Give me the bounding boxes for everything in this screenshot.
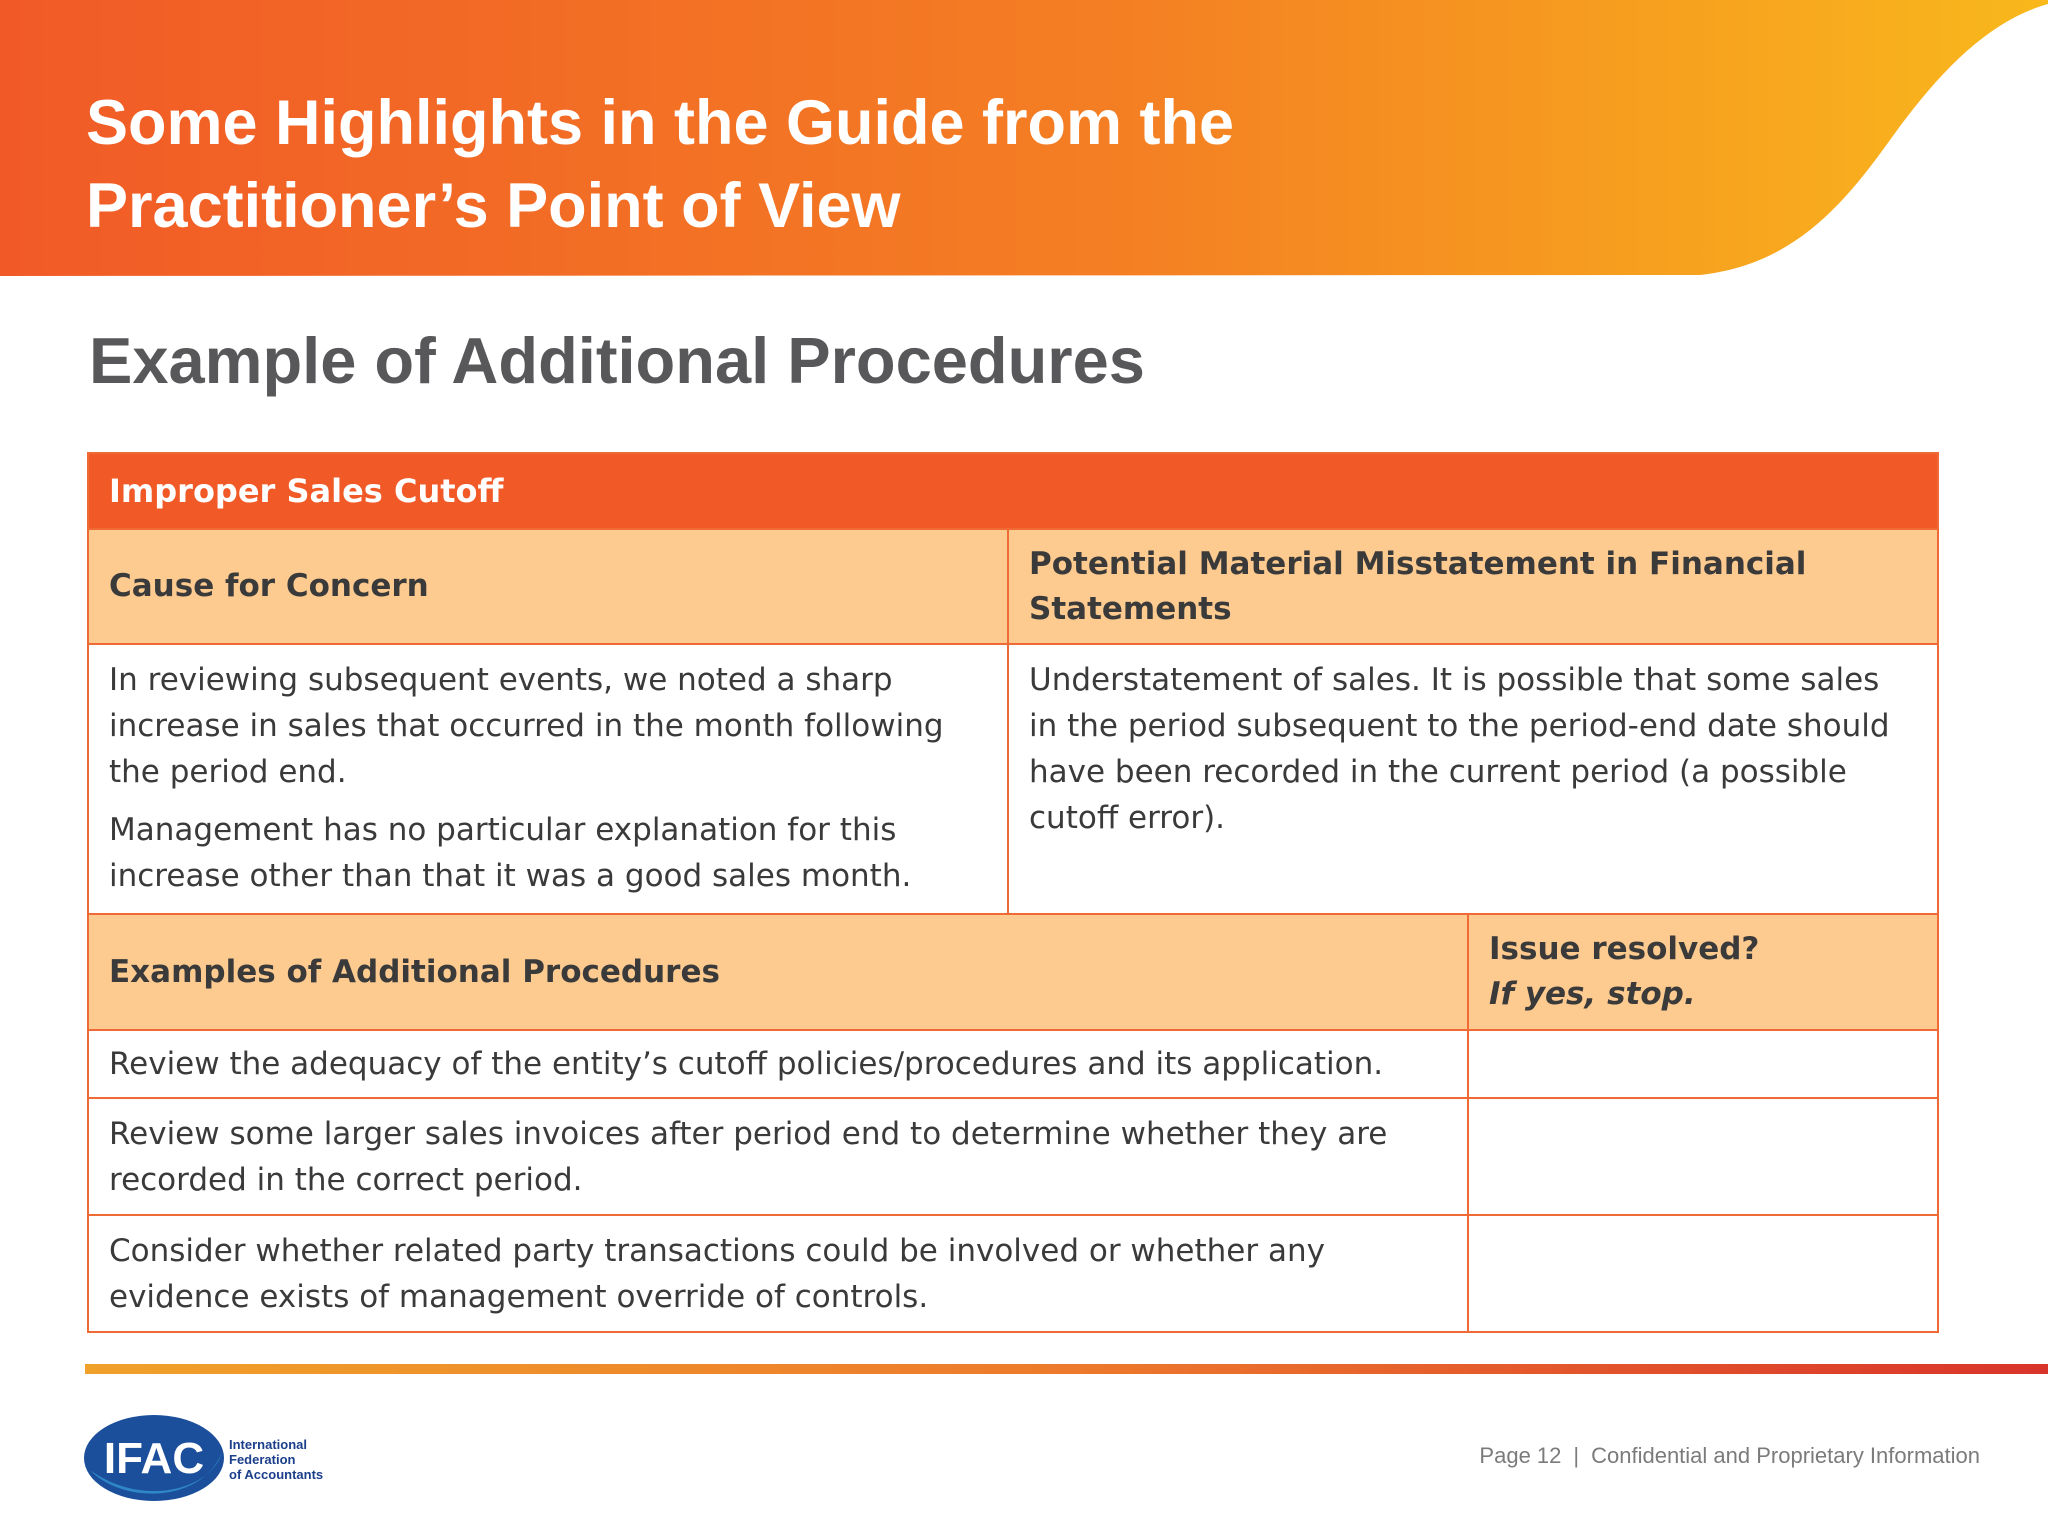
slide-title xyxy=(86,82,1486,248)
resolved-cell xyxy=(1468,1030,1938,1098)
table-subheader-row xyxy=(88,529,1938,644)
procedures-table xyxy=(87,452,1939,1333)
procedure-cell: Review some larger sales invoices after period end to determine whether they are recorded in the correct period. xyxy=(88,1098,1468,1215)
logo-org-name xyxy=(229,1437,359,1482)
misstatement-header-line1: Potential Material Misstatement in Financial xyxy=(1029,545,1807,582)
misstatement-header-line2: Statements xyxy=(1029,590,1232,627)
confidential-notice: Confidential and Proprietary Information xyxy=(1591,1443,1980,1468)
resolved-subheader: If yes, stop. xyxy=(1489,976,1696,1012)
procedure-cell: Consider whether related party transactions could be involved or whether any evidence exists of management override of controls. xyxy=(88,1215,1468,1332)
table-row xyxy=(88,644,1938,914)
cause-cell xyxy=(88,644,1008,914)
misstatement-cell: Understatement of sales. It is possible that some sales in the period subsequent to the period-end date should have been recorded in the current period (a possible cutoff error). xyxy=(1008,644,1938,914)
resolved-header xyxy=(1468,914,1938,1030)
resolved-header-label: Issue resolved? xyxy=(1489,931,1760,967)
resolved-cell xyxy=(1468,1215,1938,1332)
cause-header: Cause for Concern xyxy=(88,529,1008,644)
procedures-header: Examples of Additional Procedures xyxy=(88,914,1468,1030)
footer-text xyxy=(1479,1442,1980,1470)
cause-paragraph: Management has no particular explanation for this increase other than that it was a good sales month. xyxy=(109,812,912,894)
resolved-cell xyxy=(1468,1098,1938,1215)
slide-subtitle: Example of Additional Procedures xyxy=(89,324,1145,397)
footer-separator: | xyxy=(1573,1443,1580,1468)
misstatement-header xyxy=(1008,529,1938,644)
logo-org-line2: Federation xyxy=(229,1452,296,1467)
footer-divider xyxy=(85,1364,2048,1374)
logo-org-line1: International xyxy=(229,1437,308,1452)
table-row xyxy=(88,1215,1938,1332)
logo-acronym: IFAC xyxy=(103,1434,205,1483)
table-row xyxy=(88,1098,1938,1215)
cause-paragraph: In reviewing subsequent events, we noted a sharp increase in sales that occurred in the month following the period end. xyxy=(109,662,944,790)
procedure-cell: Review the adequacy of the entity’s cutoff policies/procedures and its application. xyxy=(88,1030,1468,1098)
slide-title-line1: Some Highlights in the Guide from the xyxy=(86,88,1235,158)
procedures-header-row xyxy=(88,914,1938,1030)
slide-title-line2: Practitioner’s Point of View xyxy=(86,171,901,241)
table-heading-row xyxy=(88,453,1938,529)
table-heading: Improper Sales Cutoff xyxy=(88,453,1938,529)
page-number: Page 12 xyxy=(1479,1443,1562,1468)
logo-org-line3: of Accountants xyxy=(229,1467,324,1482)
table-row xyxy=(88,1030,1938,1098)
